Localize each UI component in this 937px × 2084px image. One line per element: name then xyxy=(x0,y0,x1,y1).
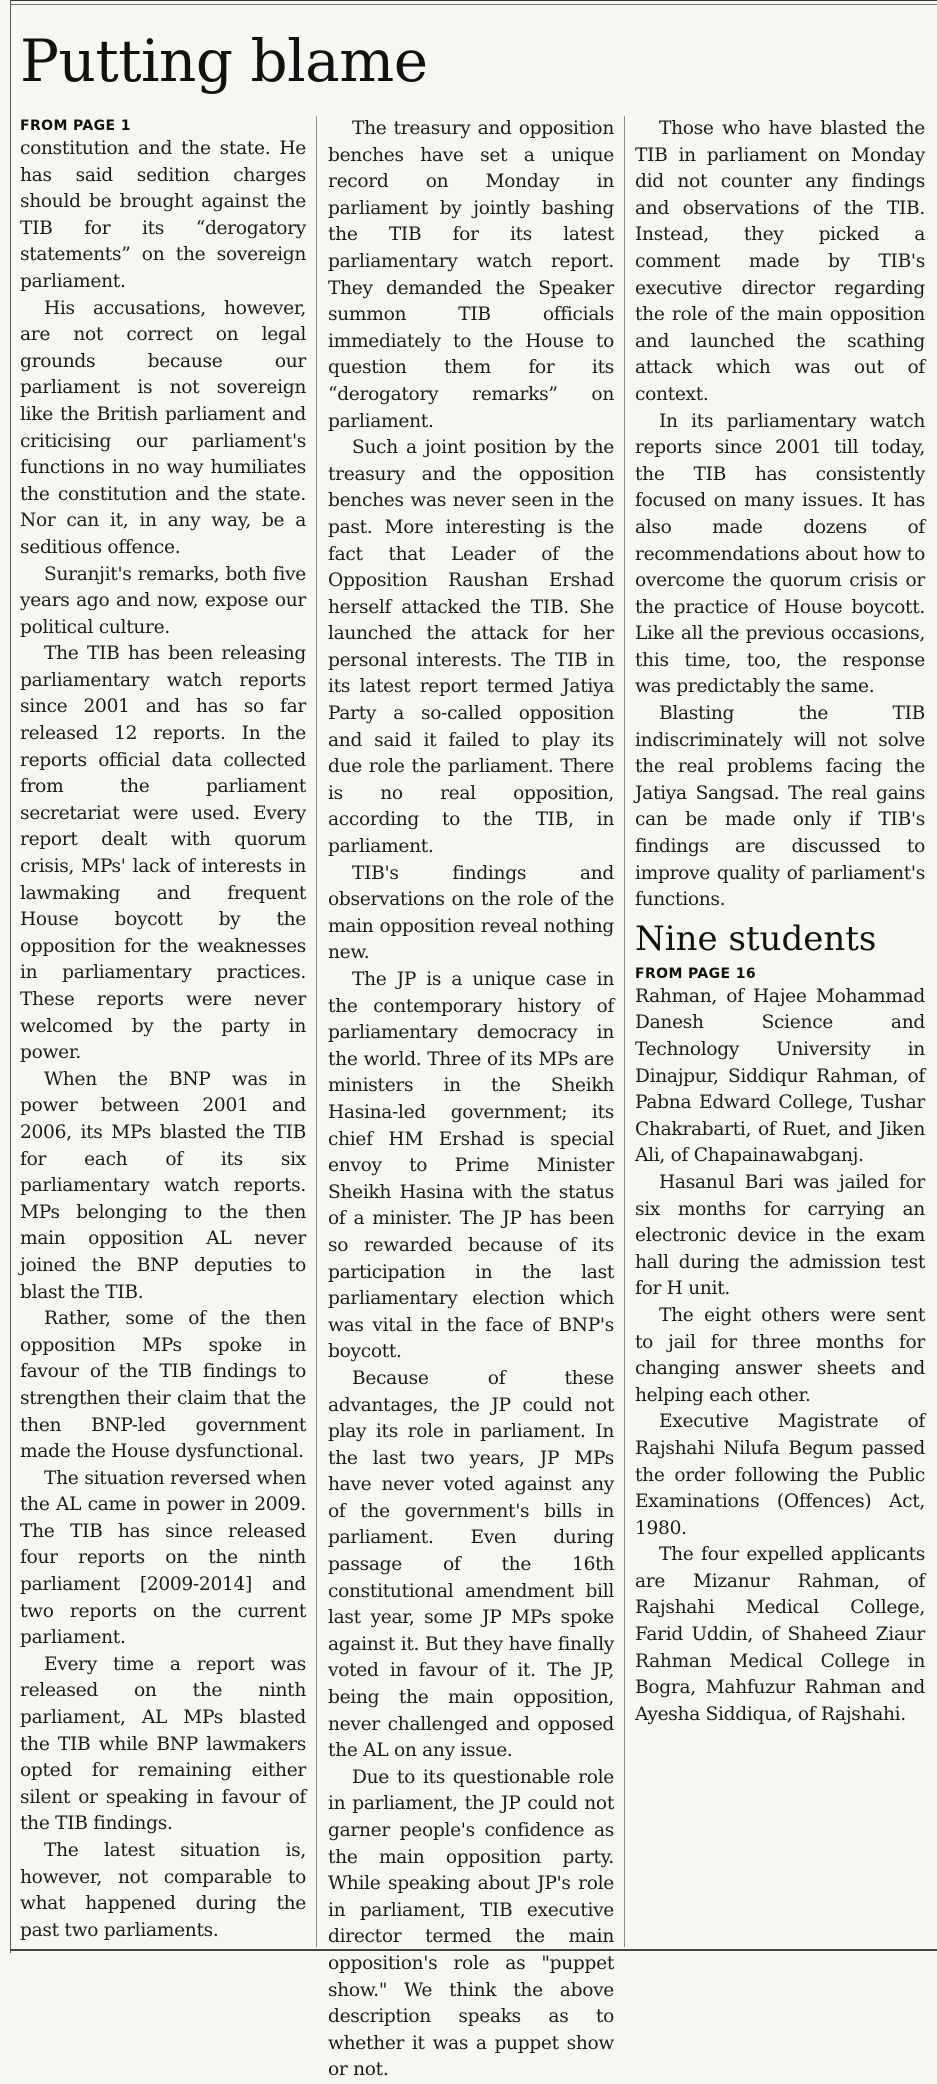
article-paragraph: The TIB has been releasing parliamentary watch reports since 2001 and has so far released 12 reports. In the reports official data collected from the parliament secretariat were used. Every report dealt with quorum crisis, MPs' lack of interests in lawmaking and frequent House boycott by the opposition for the weaknesses in parliamentary practices. These reports were never welcomed by the party in power. xyxy=(20,643,306,1064)
article-paragraph: Due to its questionable role in parliament, the JP could not garner people's confidence as the main opposition party. While speaking about JP's role in parliament, TIB executive director termed the main opposition's role as "puppet show." We think the above description speaks as to whether it was a puppet show or not. xyxy=(328,1766,614,2081)
article-paragraph: Every time a report was released on the ninth parliament, AL MPs blasted the TIB while BNP lawmakers opted for remaining either silent or speaking in favour of the TIB findings. xyxy=(20,1653,306,1835)
article-paragraph: Hasanul Bari was jailed for six months for carrying an electronic device in the exam hall during the admission test for H unit. xyxy=(635,1171,925,1300)
article-paragraph: Such a joint position by the treasury and the opposition benches was never seen in the past. More interesting is the fact that Leader of the Opposition Raushan Ershad herself attacked the TIB. She launched the attack for her personal interests. The TIB in its latest report termed Jatiya Party a so-called opposition and said it failed to play its due role the parliament. There is no real opposition, according to the TIB, in parliament. xyxy=(328,437,614,858)
column-divider xyxy=(316,116,317,1947)
article-paragraph: Because of these advantages, the JP could not play its role in parliament. In the last two years, JP MPs have never voted against any of the government's bills in parliament. Even during passage of the 16th constitutional amendment bill last year, some JP MPs spoke against it. But they have finally voted in favour of it. The JP, being the main opposition, never challenged and opposed the AL on any issue. xyxy=(328,1367,614,1762)
article-paragraph: Rahman, of Hajee Mohammad Danesh Science and Technology University in Dinajpur, Siddiqur Rahman, of Pabna Edward College, Tushar Chakrabarti, of Ruet, and Jiken Ali, of Chapainawabganj. xyxy=(635,985,925,1167)
article-paragraph: His accusations, however, are not correct on legal grounds because our parliament is not sovereign like the British parliament and criticising our parliament's functions in no way humiliates the constitution and the state. Nor can it, in any way, be a seditious offence. xyxy=(20,297,306,558)
continued-from-label: FROM PAGE 1 xyxy=(20,118,131,134)
article-paragraph: Suranjit's remarks, both five years ago and now, expose our political culture. xyxy=(20,563,306,638)
article-paragraph: Rather, some of the then opposition MPs spoke in favour of the TIB findings to strengthen their claim that the then BNP-led government made the House dysfunctional. xyxy=(20,1308,306,1463)
article-paragraph: When the BNP was in power between 2001 and 2006, its MPs blasted the TIB for each of its six parliamentary watch reports. MPs belonging to the then main opposition AL never joined the BNP deputies to blast the TIB. xyxy=(20,1068,306,1303)
top-rule xyxy=(10,0,937,5)
article-paragraph: TIB's findings and observations on the role of the main opposition reveal nothing new. xyxy=(328,862,614,964)
article-paragraph: constitution and the state. He has said sedition charges should be brought against the TIB for its “derogatory statements” on the sovereign parliament. xyxy=(20,138,306,292)
article-paragraph: Executive Magistrate of Rajshahi Nilufa Begum passed the order following the Public Examinations (Offences) Act, 1980. xyxy=(635,1411,925,1539)
article-paragraph: The latest situation is, however, not comparable to what happened during the past two parliaments. xyxy=(20,1840,306,1941)
article-paragraph: Those who have blasted the TIB in parliament on Monday did not counter any findings and observations of the TIB. Instead, they picked a comment made by TIB's executive director regarding the role of the main opposition and launched the scathing attack which was out of context. xyxy=(635,118,925,405)
article-column-2 xyxy=(328,116,614,2081)
article-paragraph: The four expelled applicants are Mizanur Rahman, of Rajshahi Medical College, Farid Uddin, of Shaheed Ziaur Rahman Medical College in Bogra, Mahfuzur Rahman and Ayesha Siddiqua, of Rajshahi. xyxy=(635,1544,925,1725)
article-column-1 xyxy=(20,116,306,1947)
article-paragraph: In its parliamentary watch reports since 2001 till today, the TIB has consistently focused on many issues. It has also made dozens of recommendations about how to overcome the quorum crisis or the practice of House boycott. Like all the previous occasions, this time, too, the response was predictably the same. xyxy=(635,410,925,698)
article-paragraph: The JP is a unique case in the contemporary history of parliamentary democracy in the world. Three of its MPs are ministers in the Sheikh Hasina-led government; its chief HM Ershad is special envoy to Prime Minister Sheikh Hasina with the status of a minister. The JP has been so rewarded because of its participation in the last parliamentary election which was vital in the face of BNP's boycott. xyxy=(328,969,614,1363)
article-paragraph: The eight others were sent to jail for three months for changing answer sheets and helping each other. xyxy=(635,1304,925,1406)
continued-from-label: FROM PAGE 16 xyxy=(635,965,757,982)
article-column-3 xyxy=(635,116,925,1947)
article-paragraph: The treasury and opposition benches have set a unique record on Monday in parliament by jointly bashing the TIB for its latest parliamentary watch report. They demanded the Speaker summon TIB officials immediately to the House to question them for its “derogatory remarks” on parliament. xyxy=(328,118,614,432)
article-paragraph: Blasting the TIB indiscriminately will not solve the real problems facing the Jatiya Sangsad. The real gains can be made only if TIB's findings are discussed to improve quality of parliament's functions. xyxy=(635,703,925,911)
left-rule xyxy=(10,0,11,1953)
article-headline: Putting blame xyxy=(20,27,428,95)
article-paragraph: The situation reversed when the AL came in power in 2009. The TIB has since released four reports on the ninth parliament [2009-2014] and two reports on the current parliament. xyxy=(20,1467,306,1649)
second-article-headline: Nine students xyxy=(635,918,877,959)
column-divider xyxy=(624,116,625,1947)
